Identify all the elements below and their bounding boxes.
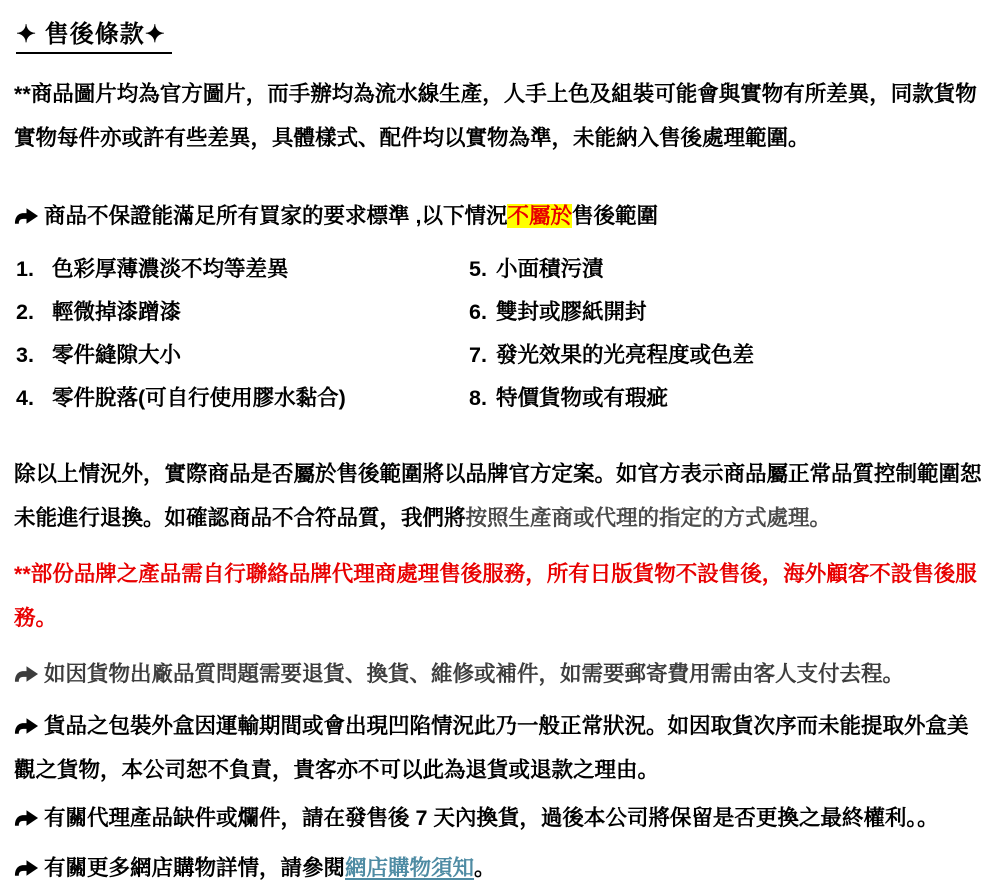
decision-paragraph	[14, 452, 986, 540]
more-info-paragraph	[14, 846, 986, 890]
shipping-paragraph	[14, 652, 986, 696]
exclusion-list	[14, 248, 986, 420]
list-item	[469, 248, 986, 291]
packaging-paragraph	[14, 704, 986, 792]
list-item	[469, 291, 986, 334]
guarantee-paragraph	[14, 194, 986, 238]
exclusion-list-right-column	[469, 248, 986, 420]
list-item-number: 6.	[469, 300, 487, 324]
page-title: ✦ 售後條款✦	[16, 14, 172, 54]
more-info-before: 有關更多網店購物詳情，請參閱	[44, 856, 346, 880]
list-item-number: 7.	[469, 343, 487, 367]
list-item	[14, 377, 469, 420]
list-item	[14, 334, 469, 377]
shop-guide-link[interactable]: 網店購物須知	[345, 856, 475, 880]
arrow-icon	[14, 717, 39, 735]
intro-paragraph	[14, 72, 986, 160]
list-item	[469, 377, 986, 420]
defect-paragraph	[14, 796, 986, 840]
defect-text: 有關代理產品缺件或爛件，請在發售後 7 天內換貨，過後本公司將保留是否更換之最終權利。。	[44, 806, 939, 830]
list-item	[469, 334, 986, 377]
decision-gray: 按照生產商或代理的指定的方式處理。	[465, 506, 832, 530]
arrow-icon	[14, 859, 39, 877]
arrow-icon	[14, 665, 39, 683]
arrow-icon	[14, 207, 39, 225]
guarantee-highlight: 不屬於	[507, 204, 572, 228]
list-item-number: 3.	[16, 343, 34, 367]
exclusion-list-left-column	[14, 248, 469, 420]
packaging-text: 貨品之包裝外盒因運輸期間或會出現凹陷情況此乃一般正常狀況。如因取貨次序而未能提取外盒美觀之貨物，本公司恕不負責，貴客亦不可以此為退貨或退款之理由。	[14, 714, 969, 782]
arrow-icon	[14, 809, 39, 827]
list-item-text: 發光效果的光亮程度或色差	[496, 343, 755, 367]
list-item-text: 零件脫落(可自行使用膠水黏合)	[52, 386, 346, 410]
shipping-text: 如因貨物出廠品質問題需要退貨、換貨、維修或補件，如需要郵寄費用需由客人支付去程。	[44, 662, 905, 686]
list-item	[14, 291, 469, 334]
list-item-number: 8.	[469, 386, 487, 410]
brand-notice-text: **部份品牌之產品需自行聯絡品牌代理商處理售後服務，所有日版貨物不設售後，海外顧客不設售後服務。	[14, 562, 977, 630]
list-item	[14, 248, 469, 291]
list-item-text: 零件縫隙大小	[52, 343, 182, 367]
guarantee-after: 售後範圍	[571, 204, 658, 228]
list-item-text: 雙封或膠紙開封	[496, 300, 647, 324]
page-header	[16, 14, 986, 54]
list-item-text: 色彩厚薄濃淡不均等差異	[52, 257, 289, 281]
more-info-after: 。	[474, 856, 496, 880]
brand-notice-paragraph	[14, 552, 986, 640]
guarantee-before: 商品不保證能滿足所有買家的要求標準 ,以下情況	[44, 204, 508, 228]
intro-text: **商品圖片均為官方圖片，而手辦均為流水線生產，人手上色及組裝可能會與實物有所差異，同款貨物實物每件亦或許有些差異，具體樣式、配件均以實物為準，未能納入售後處理範圍。	[14, 82, 977, 150]
decision-main: 除以上情況外，實際商品是否屬於售後範圍將以品牌官方定案。如官方表示商品屬正常品質控制範圍恕未能進行退換。如確認商品不合符品質，我們將	[14, 462, 982, 530]
list-item-number: 2.	[16, 300, 34, 324]
list-item-number: 1.	[16, 257, 34, 281]
list-item-text: 小面積污漬	[496, 257, 604, 281]
list-item-text: 輕微掉漆蹭漆	[52, 300, 182, 324]
list-item-number: 5.	[469, 257, 487, 281]
list-item-text: 特價貨物或有瑕疵	[496, 386, 669, 410]
list-item-number: 4.	[16, 386, 34, 410]
